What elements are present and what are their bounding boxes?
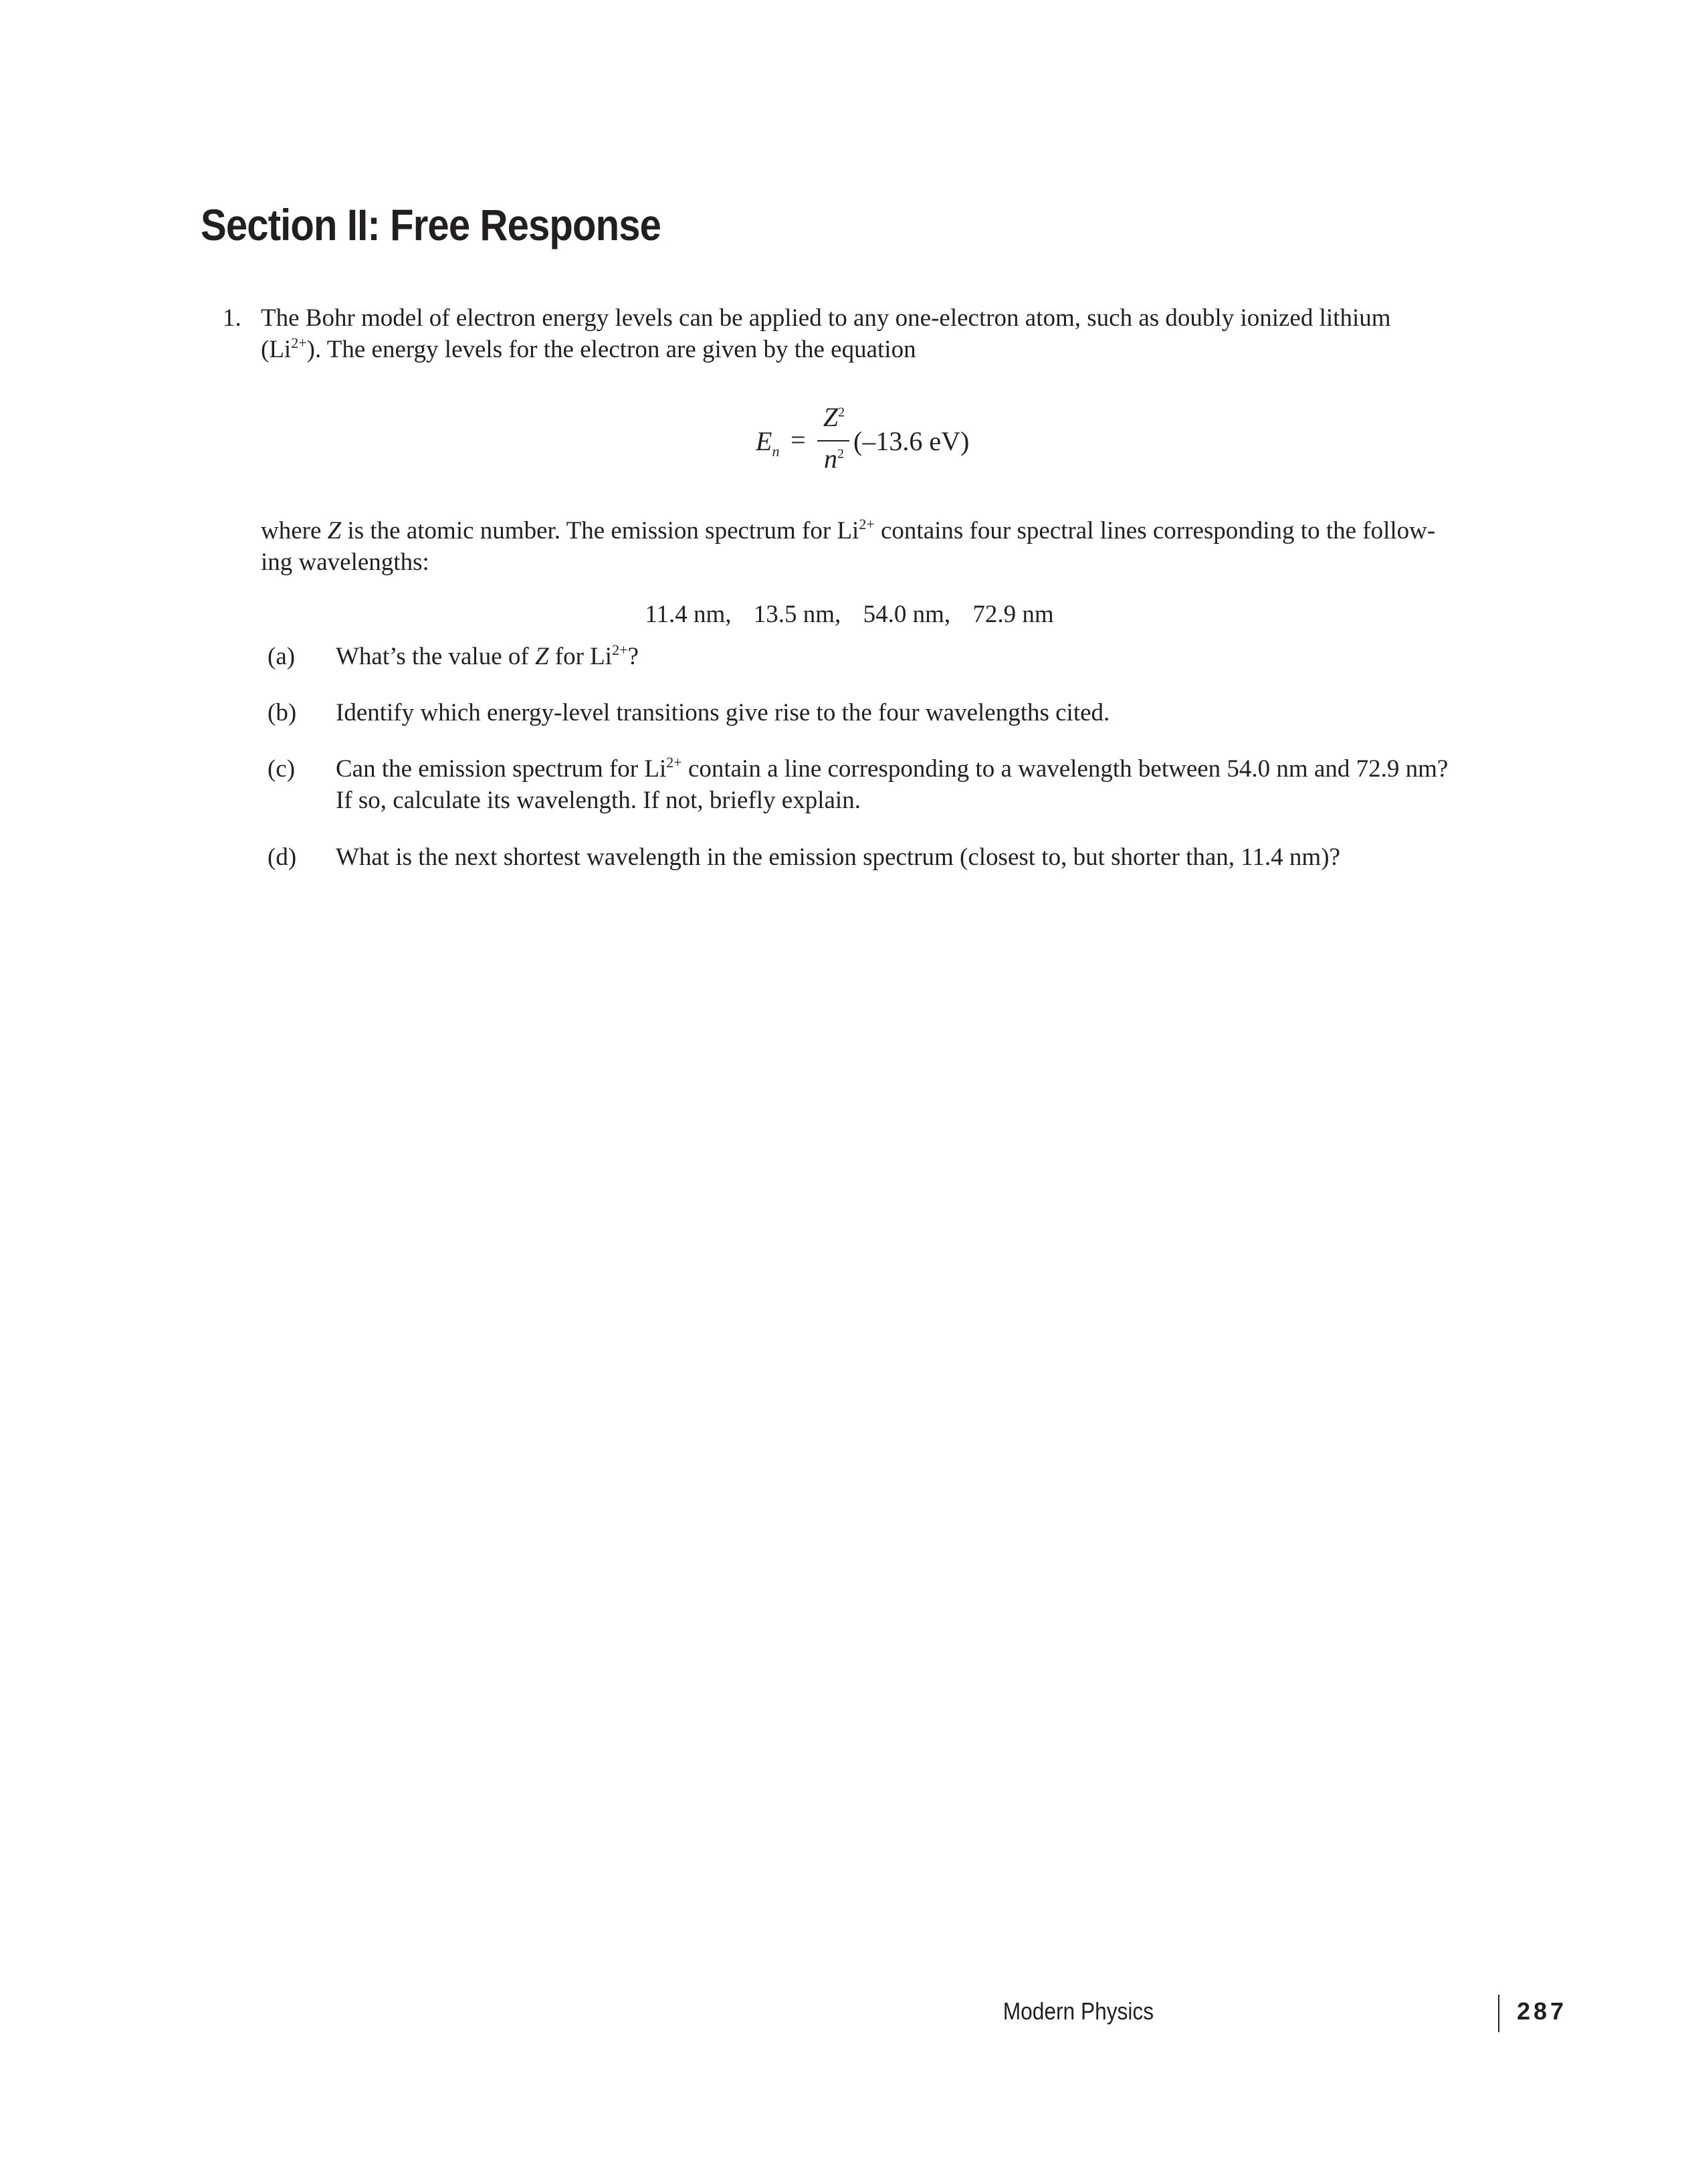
- footer-divider: [1498, 1995, 1499, 2032]
- intro-line-2: $(Li^{2+})$. The energy levels for the electron are given by the equation: [261, 334, 916, 363]
- equation-lhs: $E_n$: [756, 426, 780, 460]
- part-label: (d): [268, 843, 297, 871]
- question-number: 1.: [223, 304, 241, 332]
- where-line-1: where Z is the atomic number. The emission spectrum for $Li^{2+}$ contains four spectral lines corresponding to the follow-: [261, 516, 1436, 544]
- part-label: (a): [268, 643, 296, 670]
- wavelength-value: 13.5 nm,: [753, 601, 841, 628]
- equation-factor: (–13.6 eV): [853, 426, 970, 456]
- wavelength-value: 54.0 nm,: [863, 601, 951, 628]
- energy-level-equation: [756, 401, 983, 482]
- section-title: Section II: Free Response: [201, 200, 661, 250]
- equation-equals: =: [791, 425, 806, 455]
- question-intro: [261, 302, 1518, 365]
- where-line-2: ing wavelengths:: [261, 549, 429, 576]
- part-label: (b): [268, 699, 297, 726]
- equation-denominator: $n^2$: [824, 443, 844, 474]
- page-number: 287: [1517, 1997, 1568, 2025]
- part-text: Can the emission spectrum for $Li^{2+}$ contain a line corresponding to a wavelength between 54.0 nm and 72.9 nm? If so, calculate its wavelength. If not, briefly explain.: [336, 754, 1449, 814]
- equation-numerator: $Z^2$: [823, 402, 845, 432]
- part-text: What is the next shortest wavelength in the emission spectrum (closest to, but shorter than, 11.4 nm)?: [336, 843, 1340, 871]
- wavelength-value: 72.9 nm: [972, 601, 1054, 628]
- part-text: Identify which energy-level transitions give rise to the four wavelengths cited.: [336, 699, 1110, 726]
- fraction-bar: [817, 440, 849, 441]
- part-text: What’s the value of Z for $Li^{2+}$?: [336, 641, 639, 670]
- intro-line-1: The Bohr model of electron energy levels can be applied to any one-electron atom, such as doubly ionized lithium: [261, 304, 1391, 332]
- wavelength-value: 11.4 nm,: [645, 601, 732, 628]
- wavelength-list: [261, 599, 1438, 630]
- footer-section-name: Modern Physics: [1003, 1997, 1154, 2025]
- question-where-text: [261, 515, 1518, 578]
- part-label: (c): [268, 755, 296, 783]
